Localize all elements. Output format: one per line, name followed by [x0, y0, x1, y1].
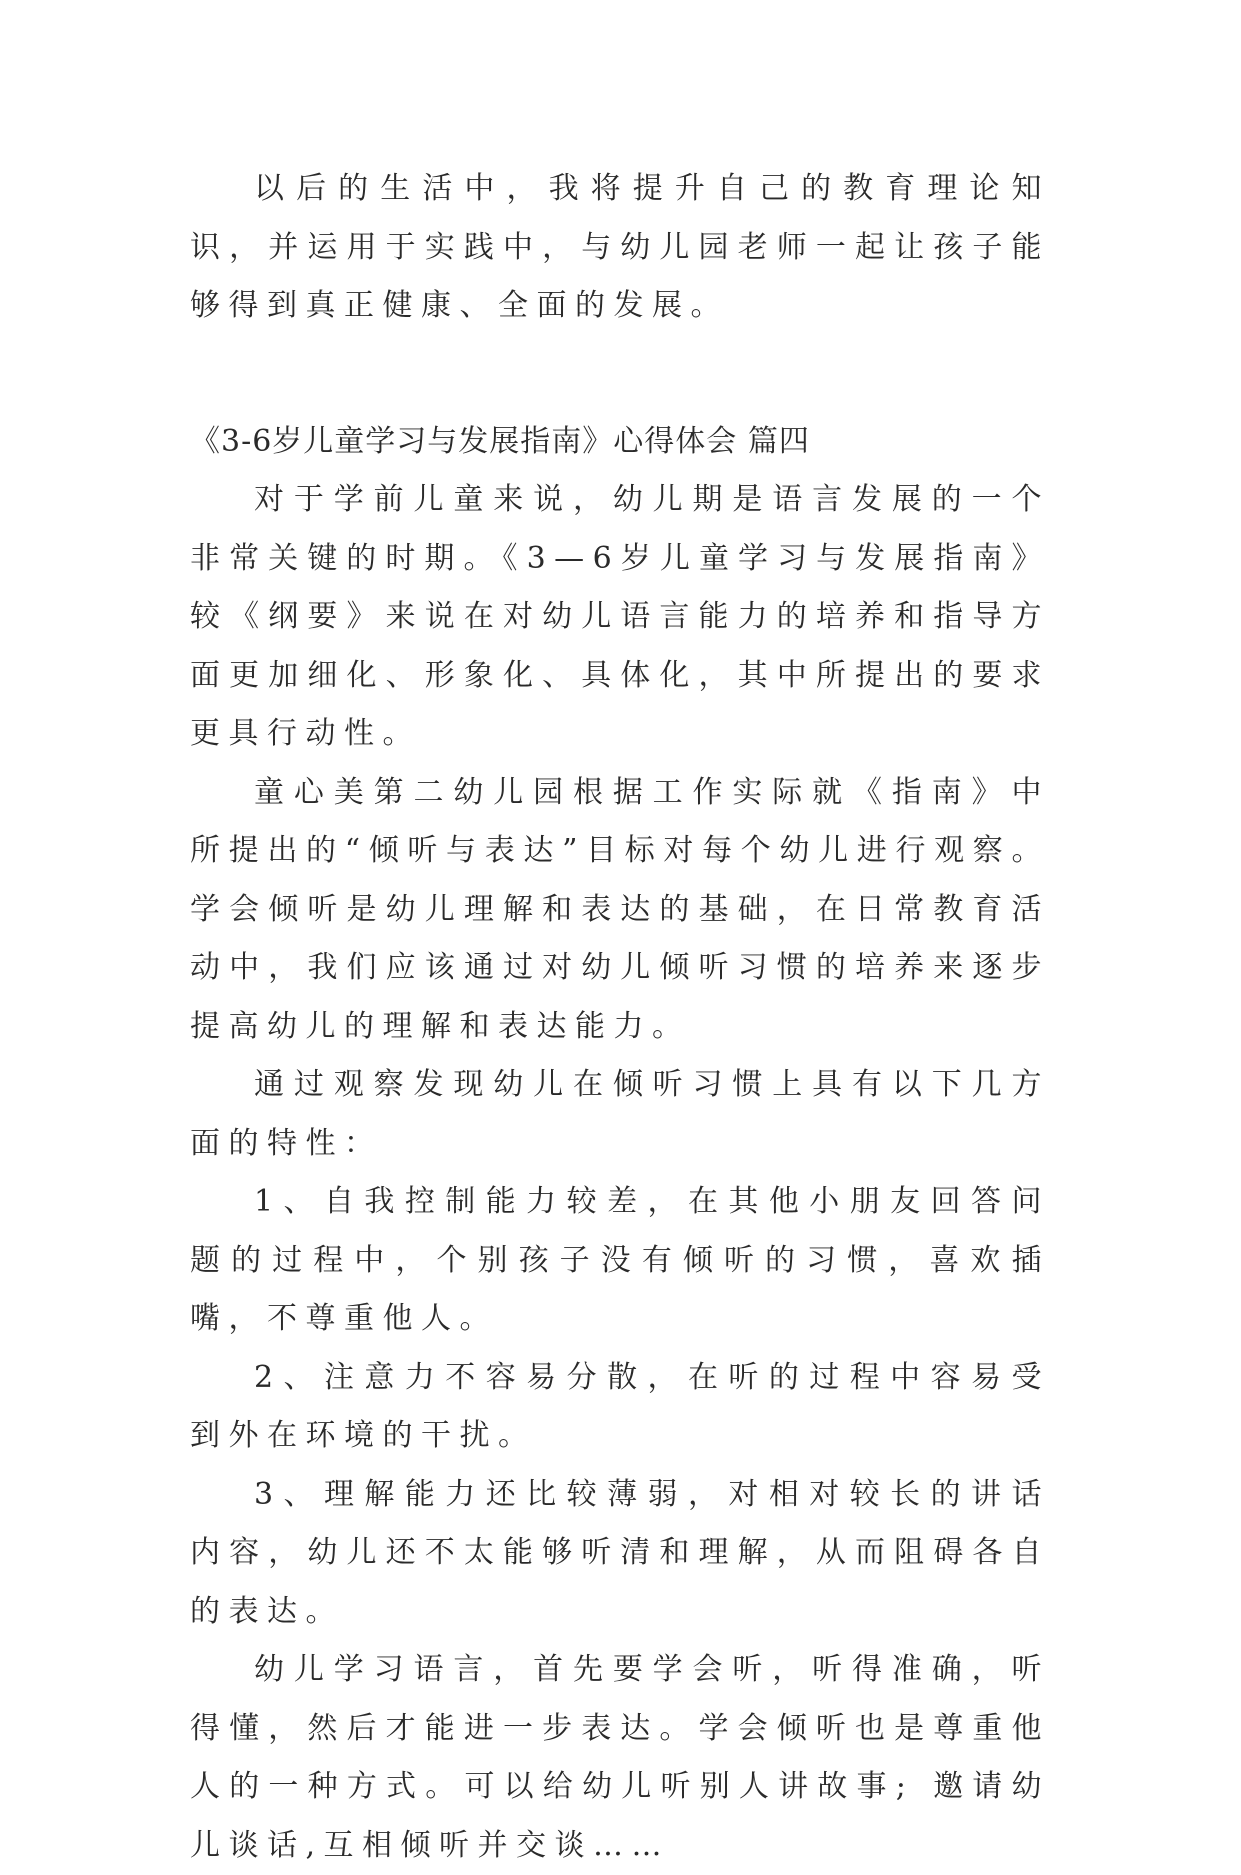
body-paragraph: 通过观察发现幼儿在倾听习惯上具有以下几方面的特性：	[190, 1067, 1050, 1161]
document-body	[190, 160, 1050, 1875]
body-paragraph: 童心美第二幼儿园根据工作实际就《指南》中所提出的“倾听与表达”目标对每个幼儿进行观察。学会倾听是幼儿理解和表达的基础，在日常教育活动中，我们应该通过对幼儿倾听习惯的培养来逐步提高幼儿的理解和表达能力。	[190, 774, 1050, 1044]
list-item-paragraph: 2、注意力不容易分散，在听的过程中容易受到外在环境的干扰。	[190, 1359, 1050, 1453]
section-heading: 《3-6岁儿童学习与发展指南》心得体会 篇四	[190, 423, 810, 459]
body-paragraph: 幼儿学习语言，首先要学会听，听得准确，听得懂，然后才能进一步表达。学会倾听也是尊重他人的一种方式。可以给幼儿听别人讲故事; 邀请幼儿谈话,互相倾听并交谈……	[190, 1652, 1050, 1863]
intro-paragraph: 以后的生活中，我将提升自己的教育理论知识，并运用于实践中，与幼儿园老师一起让孩子能够得到真正健康、全面的发展。	[190, 171, 1050, 323]
list-item-paragraph: 1、自我控制能力较差，在其他小朋友回答问题的过程中，个别孩子没有倾听的习惯，喜欢插嘴，不尊重他人。	[190, 1184, 1050, 1336]
section-gap	[190, 336, 1050, 413]
body-paragraph: 对于学前儿童来说，幼儿期是语言发展的一个非常关键的时期。《3—6岁儿童学习与发展指南》较《纲要》来说在对幼儿语言能力的培养和指导方面更加细化、形象化、具体化，其中所提出的要求更具行动性。	[190, 482, 1050, 751]
list-item-paragraph: 3、理解能力还比较薄弱，对相对较长的讲话内容，幼儿还不太能够听清和理解，从而阻碍各自的表达。	[190, 1476, 1050, 1629]
